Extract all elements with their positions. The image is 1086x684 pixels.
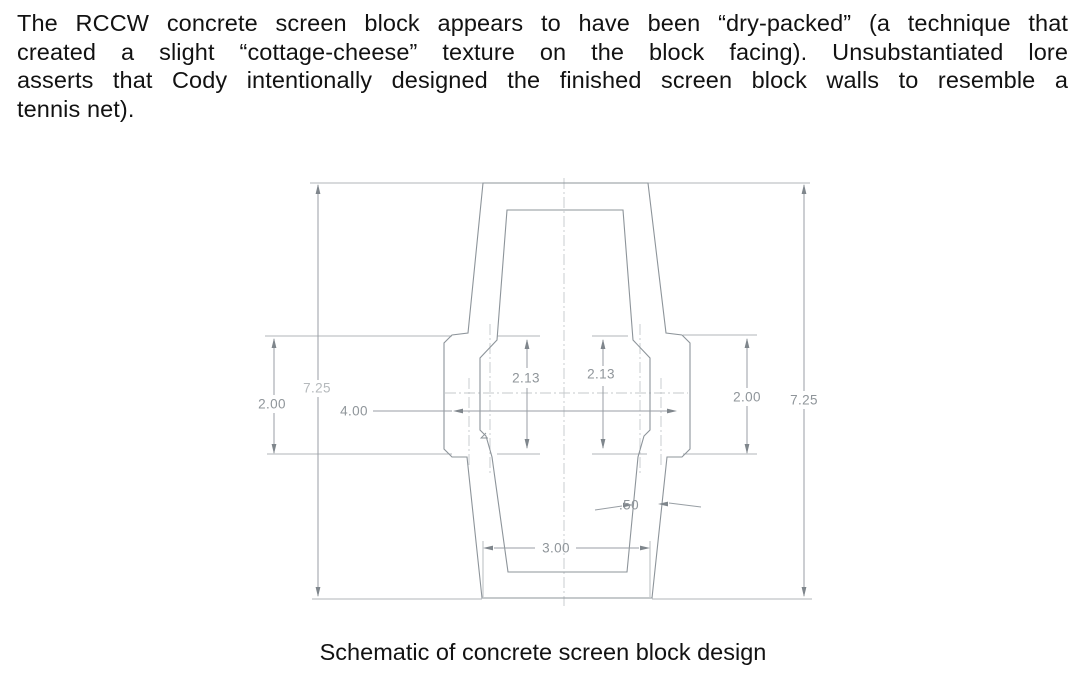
dim-label-flange-height-right: 2.00 bbox=[733, 389, 761, 405]
dim-label-flange-height-left: 2.00 bbox=[258, 396, 286, 412]
dim-label-core-height-right: 2.13 bbox=[587, 366, 615, 382]
dimension-lines bbox=[274, 185, 804, 596]
paragraph-line: created a slight “cottage-cheese” texture on the block facing). Unsubstantiated lore bbox=[17, 38, 1068, 65]
dim-label-bottom-width: 3.00 bbox=[542, 540, 570, 556]
block-outer-profile bbox=[444, 183, 690, 598]
dimension-arrowheads bbox=[272, 184, 807, 597]
dim-label-opening-width: 4.00 bbox=[340, 403, 368, 419]
paragraph-line: asserts that Cody intentionally designed the finished screen block walls to resemble a bbox=[17, 67, 1068, 93]
dim-label-overall-height-left: 7.25 bbox=[303, 380, 331, 396]
paragraph-line: The RCCW concrete screen block appears to have been “dry-packed” (a technique that bbox=[17, 10, 1068, 36]
block-outline bbox=[444, 183, 690, 598]
dim-label-wall-thickness: .50 bbox=[619, 497, 639, 513]
block-inner-profile bbox=[480, 210, 650, 572]
figure-caption: Schematic of concrete screen block design bbox=[319, 639, 767, 665]
paragraph-line: tennis net). bbox=[17, 95, 135, 122]
extension-lines bbox=[265, 183, 812, 599]
dim-leader-0-50-left bbox=[595, 506, 622, 510]
dim-label-overall-height-right: 7.25 bbox=[790, 392, 818, 408]
dim-label-core-height-left: 2.13 bbox=[512, 370, 540, 386]
dimension-labels bbox=[258, 367, 818, 556]
dim-leader-0-50-right bbox=[669, 503, 701, 507]
